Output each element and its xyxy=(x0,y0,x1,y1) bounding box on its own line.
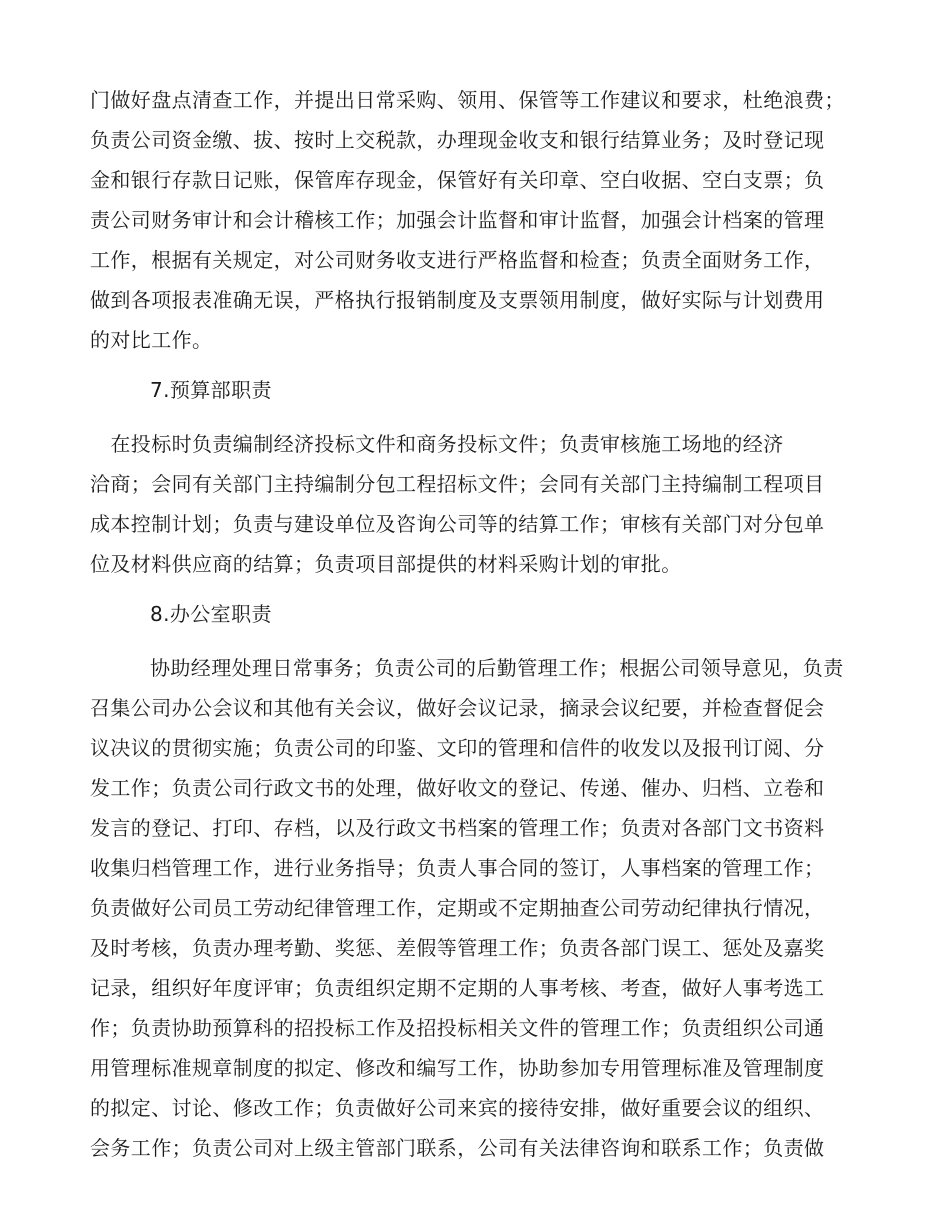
paragraph-line: 作；负责协助预算科的招投标工作及招投标相关文件的管理工作；负责组织公司通 xyxy=(90,1016,825,1040)
paragraph-line: 门做好盘点清查工作，并提出日常采购、领用、保管等工作建议和要求，杜绝浪费； xyxy=(90,88,845,112)
paragraph-line: 协助经理处理日常事务；负责公司的后勤管理工作；根据公司领导意见，负责 xyxy=(150,656,844,680)
paragraph-line: 召集公司办公会议和其他有关会议，做好会议记录，摘录会议纪要，并检查督促会 xyxy=(90,696,825,720)
paragraph-line: 及时考核，负责办理考勤、奖惩、差假等管理工作；负责各部门误工、惩处及嘉奖 xyxy=(90,936,825,960)
paragraph-line: 发言的登记、打印、存档，以及行政文书档案的管理工作；负责对各部门文书资料 xyxy=(90,816,825,840)
paragraph-line: 收集归档管理工作，进行业务指导；负责人事合同的签订，人事档案的管理工作； xyxy=(90,856,825,880)
paragraph-line: 在投标时负责编制经济投标文件和商务投标文件；负责审核施工场地的经济 xyxy=(90,432,784,456)
paragraph-line: 成本控制计划；负责与建设单位及咨询公司等的结算工作；审核有关部门对分包单 xyxy=(90,512,825,536)
paragraph-line: 责公司财务审计和会计稽核工作；加强会计监督和审计监督，加强会计档案的管理 xyxy=(90,208,825,232)
paragraph-line: 洽商；会同有关部门主持编制分包工程招标文件；会同有关部门主持编制工程项目 xyxy=(90,472,825,496)
paragraph-line: 的对比工作。 xyxy=(90,328,213,352)
paragraph-line: 记录，组织好年度评审；负责组织定期不定期的人事考核、考查，做好人事考选工 xyxy=(90,976,825,1000)
paragraph-line: 用管理标准规章制度的拟定、修改和编写工作，协助参加专用管理标准及管理制度 xyxy=(90,1056,825,1080)
paragraph-line: 做到各项报表准确无误，严格执行报销制度及支票领用制度，做好实际与计划费用 xyxy=(90,288,825,312)
paragraph-line: 工作，根据有关规定，对公司财务收支进行严格监督和检查；负责全面财务工作， xyxy=(90,248,825,272)
section-heading-budget: 7.预算部职责 xyxy=(150,378,272,402)
paragraph-line: 负责公司资金缴、拔、按时上交税款，办理现金收支和银行结算业务；及时登记现 xyxy=(90,128,825,152)
paragraph-line: 会务工作；负责公司对上级主管部门联系，公司有关法律咨询和联系工作；负责做 xyxy=(90,1136,825,1160)
paragraph-line: 位及材料供应商的结算；负责项目部提供的材料采购计划的审批。 xyxy=(90,552,682,576)
paragraph-line: 的拟定、讨论、修改工作；负责做好公司来宾的接待安排，做好重要会议的组织、 xyxy=(90,1096,825,1120)
paragraph-line: 金和银行存款日记账，保管库存现金，保管好有关印章、空白收据、空白支票；负 xyxy=(90,168,825,192)
paragraph-line: 发工作；负责公司行政文书的处理，做好收文的登记、传递、催办、归档、立卷和 xyxy=(90,776,825,800)
section-heading-office: 8.办公室职责 xyxy=(150,602,272,626)
paragraph-line: 负责做好公司员工劳动纪律管理工作，定期或不定期抽查公司劳动纪律执行情况， xyxy=(90,896,825,920)
paragraph-line: 议决议的贯彻实施；负责公司的印鉴、文印的管理和信件的收发以及报刊订阅、分 xyxy=(90,736,825,760)
